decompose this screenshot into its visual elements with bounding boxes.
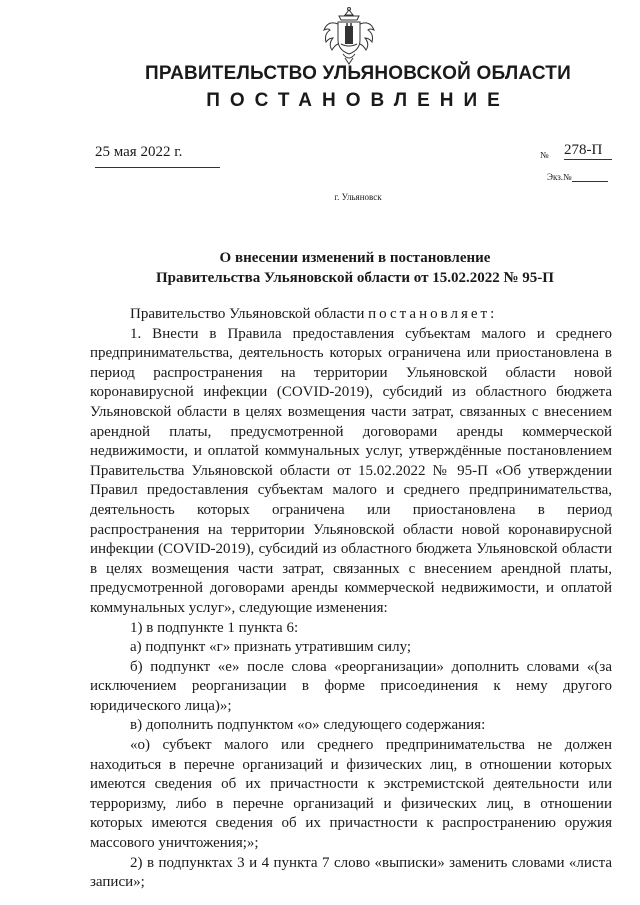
- document-type: ПОСТАНОВЛЕНИЕ: [206, 90, 510, 111]
- date-block: [95, 143, 220, 168]
- document-number: 278-П: [564, 141, 612, 160]
- document-subject: [100, 248, 610, 288]
- document-body: [90, 305, 612, 893]
- paragraph-5: в) дополнить подпунктом «о» следующего содержания:: [130, 717, 486, 734]
- coat-of-arms-icon: [321, 6, 377, 66]
- paragraph-4: б) подпункт «е» после слова «реорганизации» дополнить словами «(за исключением реорганизации в форме присоединения к нему другого юридического лица)»;: [90, 658, 612, 714]
- government-title: ПРАВИТЕЛЬСТВО УЛЬЯНОВСКОЙ ОБЛАСТИ: [145, 63, 571, 84]
- copy-underline: [572, 172, 608, 182]
- copy-number-block: [547, 172, 608, 182]
- paragraph-2: 1) в подпункте 1 пункта 6:: [130, 619, 299, 636]
- copy-label: Экз.№: [547, 172, 572, 182]
- paragraph-3: а) подпункт «г» признать утратившим силу;: [130, 639, 412, 656]
- city: г. Ульяновск: [334, 192, 382, 202]
- date-underline: [95, 167, 220, 168]
- paragraph-6: «о) субъект малого или среднего предпринимательства не должен находиться в перечне организаций и физических лиц, в отношении которых имеются сведения об их причастности к экстремистской деятельности или терроризму, либо в перечне организаций и физических лиц, в отношении которых имеются сведения об их причастности к распространению оружия массового уничтожения;»;: [90, 737, 612, 852]
- preamble-spaced: постановляет: [368, 306, 491, 322]
- preamble-start: Правительство Ульяновской области: [130, 306, 369, 322]
- paragraph-1: 1. Внести в Правила предоставления субъектам малого и среднего предпринимательства, деятельность которых ограничена или приостановлена в период распространения на территории Ульяновской области новой коронавирусной инфекции (COVID-2019), субсидий из областного бюджета Ульяновской области в целях возмещения части затрат, связанных с внесением арендной платы, предусмотренной договорами аренды коммерческой недвижимости, и оплатой коммунальных услуг, утверждённые постановлением Правительства Ульяновской области от 15.02.2022 № 95-П «Об утверждении Правил предоставления субъектам малого и среднего предпринимательства, деятельность которых ограничена или приостановлена в период распространения на территории Ульяновской области новой коронавирусной инфекции (COVID-2019), субсидий из областного бюджета Ульяновской области в целях возмещения части затрат, связанных с внесением арендной платы, предусмотренной договорами аренды коммерческой недвижимости, и оплатой коммунальных услуг», следующие изменения:: [90, 325, 612, 616]
- number-sign: №: [540, 150, 549, 160]
- preamble: [90, 305, 612, 325]
- preamble-end: :: [490, 306, 495, 322]
- subject-line-2: Правительства Ульяновской области от 15.02.2022 № 95-П: [156, 270, 554, 286]
- paragraph-7: 2) в подпунктах 3 и 4 пункта 7 слово «выписки» заменить словами «листа записи»;: [90, 854, 612, 891]
- document-date: 25 мая 2022 г.: [95, 144, 183, 160]
- subject-line-1: О внесении изменений в постановление: [219, 250, 491, 266]
